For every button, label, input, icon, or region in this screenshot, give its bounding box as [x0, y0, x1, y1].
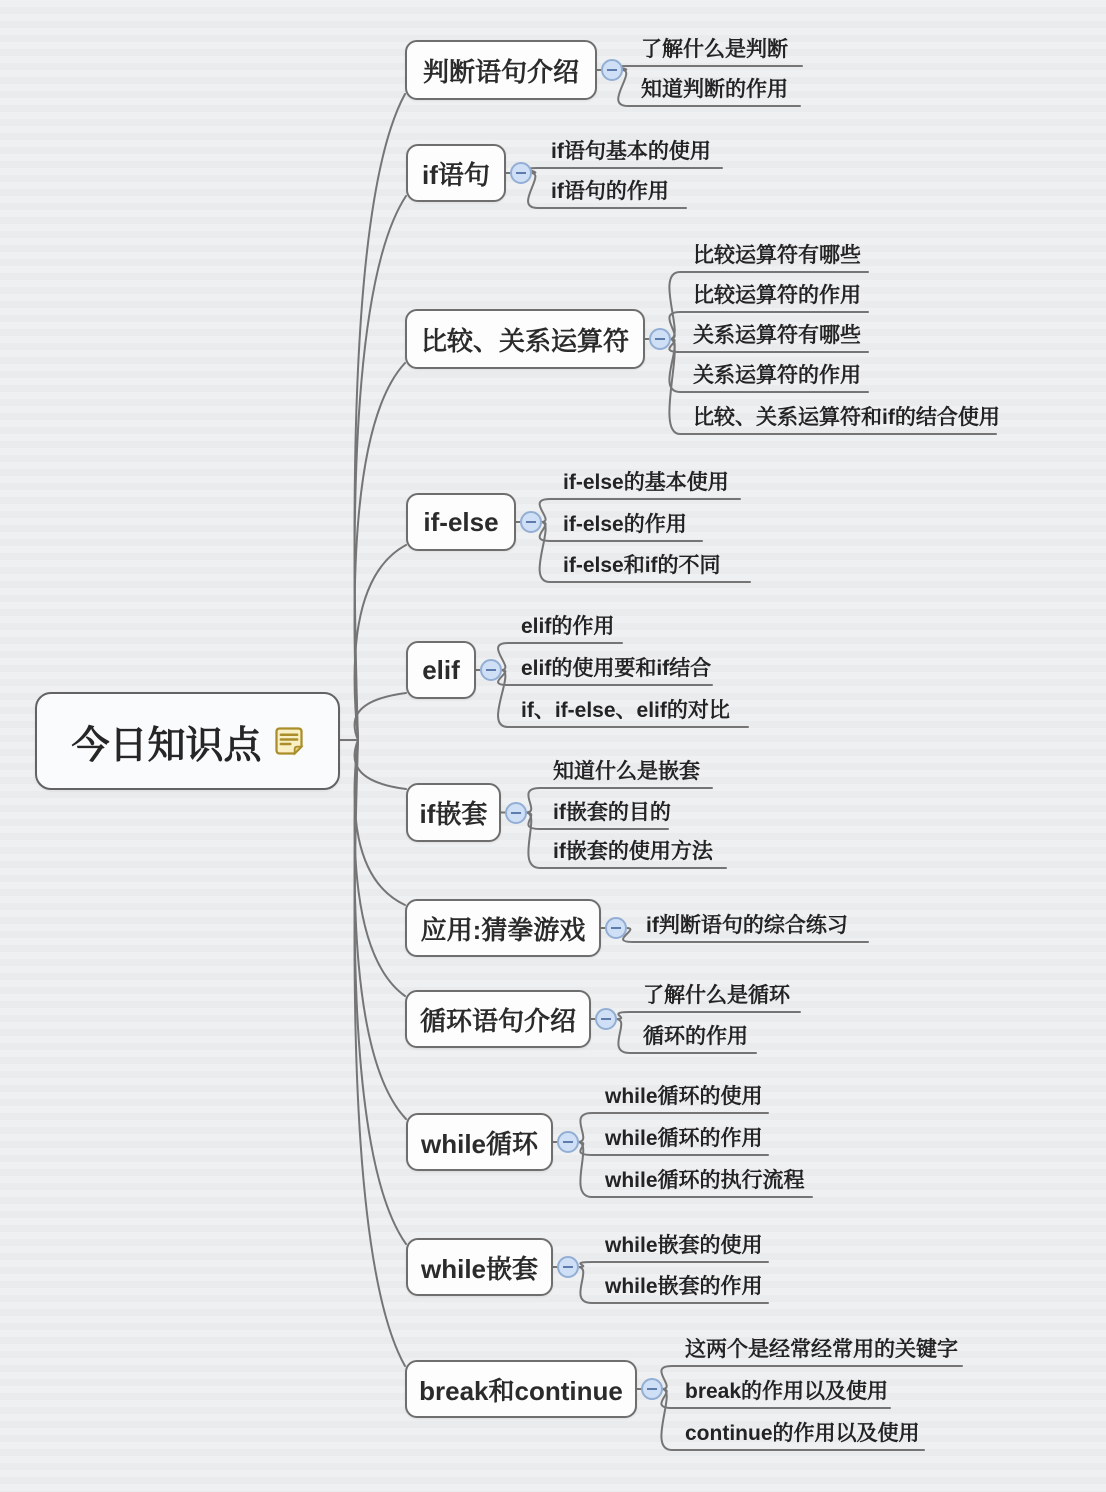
subtopic-connector-line	[528, 168, 722, 173]
subtopic-label[interactable]: while循环的作用	[605, 1127, 763, 1150]
minus-icon	[486, 669, 496, 671]
collapse-button[interactable]	[595, 1008, 617, 1030]
subtopic-label[interactable]: 关系运算符的作用	[693, 364, 861, 387]
subtopic-label[interactable]: 比较运算符的作用	[693, 284, 861, 307]
minus-icon	[511, 812, 521, 814]
main-topic-5[interactable]: elif	[406, 641, 476, 699]
main-topic-9[interactable]: while循环	[406, 1113, 553, 1171]
minus-icon	[563, 1141, 573, 1143]
subtopic-label[interactable]: 了解什么是判断	[641, 38, 788, 61]
minus-icon	[601, 1018, 611, 1020]
subtopic-label[interactable]: 这两个是经常经常用的关键字	[685, 1338, 958, 1361]
collapse-button[interactable]	[557, 1256, 579, 1278]
collapse-button[interactable]	[641, 1378, 663, 1400]
minus-icon	[655, 338, 665, 340]
minus-icon	[611, 927, 621, 929]
main-topic-1[interactable]: 判断语句介绍	[405, 40, 597, 100]
subtopic-label[interactable]: 知道判断的作用	[641, 78, 788, 101]
subtopic-label[interactable]: if嵌套的使用方法	[553, 840, 713, 863]
branch-connector-line	[355, 196, 406, 740]
minus-icon	[526, 521, 536, 523]
subtopic-label[interactable]: 比较运算符有哪些	[693, 244, 861, 267]
branch-connector-line	[355, 740, 406, 789]
main-topic-11[interactable]: break和continue	[405, 1360, 637, 1418]
branch-connector-line	[355, 545, 406, 740]
subtopic-label[interactable]: while循环的执行流程	[605, 1169, 805, 1192]
collapse-button[interactable]	[520, 511, 542, 533]
collapse-button[interactable]	[557, 1131, 579, 1153]
collapse-button[interactable]	[649, 328, 671, 350]
subtopic-label[interactable]: if语句的作用	[551, 180, 669, 203]
main-topic-7[interactable]: 应用:猜拳游戏	[405, 899, 601, 957]
branch-connector-line	[355, 94, 405, 740]
subtopic-label[interactable]: if语句基本的使用	[551, 140, 711, 163]
subtopic-label[interactable]: if嵌套的目的	[553, 801, 671, 824]
subtopic-label[interactable]: continue的作用以及使用	[685, 1422, 920, 1445]
central-topic[interactable]	[35, 692, 340, 790]
subtopic-label[interactable]: if、if-else、elif的对比	[521, 699, 730, 722]
branch-connector-line	[355, 740, 405, 905]
subtopic-connector-line	[618, 66, 802, 70]
main-topic-3[interactable]: 比较、关系运算符	[405, 309, 645, 369]
subtopic-label[interactable]: 比较、关系运算符和if的结合使用	[693, 406, 1000, 429]
central-topic-label: 今日知识点	[71, 724, 262, 767]
subtopic-label[interactable]: 了解什么是循环	[643, 984, 790, 1007]
branch-connector-line	[355, 740, 405, 996]
collapse-button[interactable]	[601, 59, 623, 81]
subtopic-label[interactable]: if-else的作用	[563, 513, 687, 536]
main-topic-2[interactable]: if语句	[406, 144, 506, 202]
main-topic-4[interactable]: if-else	[406, 493, 516, 551]
subtopic-connector-line	[616, 1012, 800, 1019]
minus-icon	[563, 1266, 573, 1268]
note-icon[interactable]	[274, 726, 304, 756]
subtopic-label[interactable]: 关系运算符有哪些	[693, 324, 861, 347]
subtopic-label[interactable]: elif的使用要和if结合	[521, 657, 712, 680]
collapse-button[interactable]	[480, 659, 502, 681]
subtopic-label[interactable]: 循环的作用	[643, 1025, 748, 1048]
subtopic-label[interactable]: while嵌套的使用	[605, 1234, 763, 1257]
subtopic-label[interactable]: if-else和if的不同	[563, 554, 721, 577]
subtopic-label[interactable]: if-else的基本使用	[563, 471, 729, 494]
subtopic-label[interactable]: break的作用以及使用	[685, 1380, 889, 1403]
branch-connector-line	[355, 740, 405, 1366]
subtopic-label[interactable]: while嵌套的作用	[605, 1275, 763, 1298]
subtopic-label[interactable]: while循环的使用	[605, 1085, 763, 1108]
subtopic-label[interactable]: 知道什么是嵌套	[553, 760, 700, 783]
minus-icon	[647, 1388, 657, 1390]
main-topic-10[interactable]: while嵌套	[406, 1238, 553, 1296]
branch-connector-line	[355, 693, 406, 740]
minus-icon	[516, 172, 526, 174]
main-topic-6[interactable]: if嵌套	[406, 783, 501, 842]
collapse-button[interactable]	[605, 917, 627, 939]
branch-connector-line	[355, 740, 406, 1119]
minus-icon	[607, 69, 617, 71]
collapse-button[interactable]	[505, 802, 527, 824]
subtopic-label[interactable]: elif的作用	[521, 615, 615, 638]
subtopic-connector-line	[578, 1262, 768, 1267]
main-topic-8[interactable]: 循环语句介绍	[405, 990, 591, 1048]
subtopic-label[interactable]: if判断语句的综合练习	[646, 914, 848, 937]
collapse-button[interactable]	[510, 162, 532, 184]
